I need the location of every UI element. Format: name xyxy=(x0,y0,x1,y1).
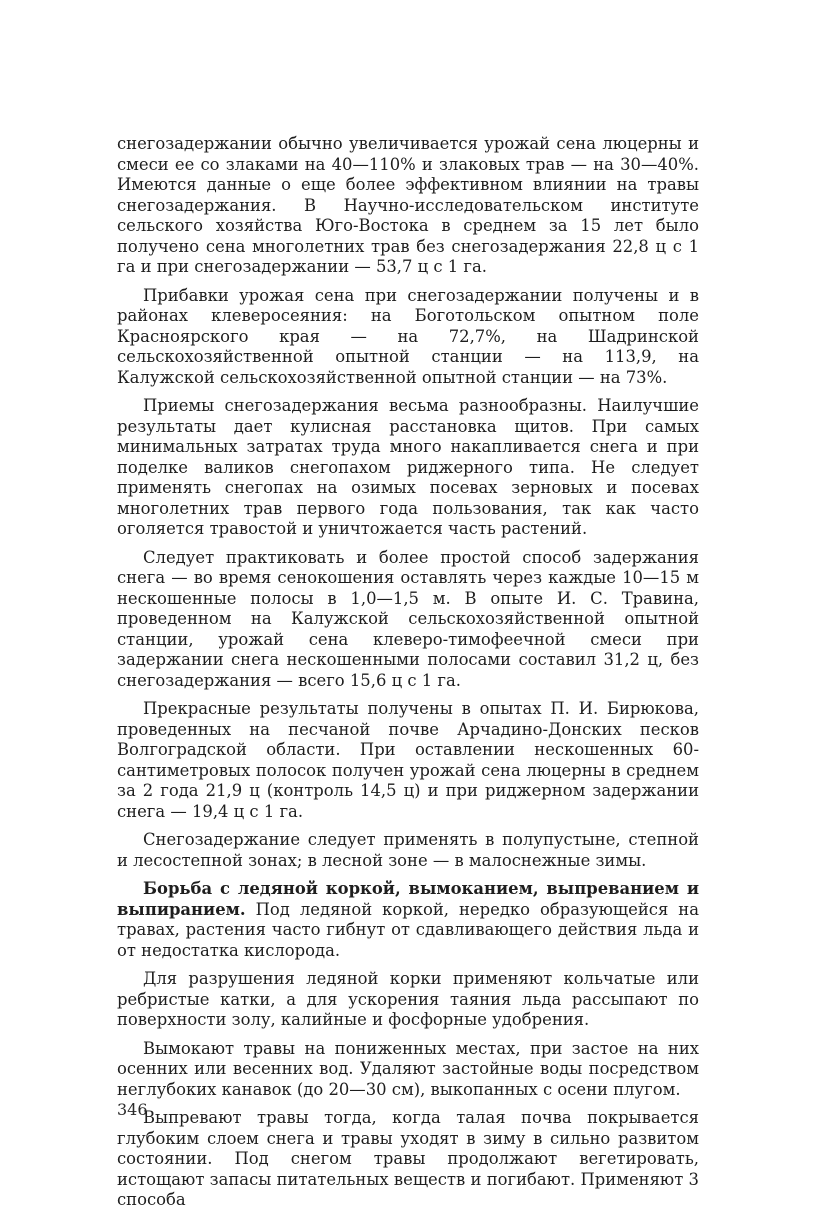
paragraph-5: Прекрасные результаты получены в опытах П. И. Бирюкова, проведенных на песчаной почве Арчадино-Донских песков Волгоградской области. При оставлении нескошенных 60-сантиметровых полосок получен урожай сена люцерны в среднем за 2 года 21,9 ц (контроль 14,5 ц) и при риджерном задержании снега — 19,4 ц с 1 га. xyxy=(117,699,699,821)
paragraph-3: Приемы снегозадержания весьма разнообразны. Наилучшие результаты дает кулисная расстановка щитов. При самых минимальных затратах труда много накапливается снега и при поделке валиков снегопахом риджерного типа. Не следует применять снегопах на озимых посевах зерновых и посевах многолетних трав первого года пользования, так как часто оголяется травостой и уничтожается часть растений. xyxy=(117,396,699,538)
paragraph-7-text: Под ледяной коркой, нередко образующейся на травах, растения часто гибнут от сдавливающего действия льда и от недостатка кислорода. xyxy=(117,899,699,960)
paragraph-8: Для разрушения ледяной корки применяют кольчатые или ребристые катки, а для ускорения таяния льда рассыпают по поверхности золу, калийные и фосфорные удобрения. xyxy=(117,969,699,1029)
paragraph-1: снегозадержании обычно увеличивается урожай сена люцерны и смеси ее со злаками на 40—110% и злаковых трав — на 30—40%. Имеются данные о еще более эффективном влиянии на травы снегозадержания. В Научно-исследовательском институте сельского хозяйства Юго-Востока в среднем за 15 лет было получено сена многолетних трав без снегозадержания 22,8 ц с 1 га и при снегозадержании — 53,7 ц с 1 га. xyxy=(117,134,699,276)
section-lead-heading: Борьба с ледяной коркой, вымоканием, выпреванием и выпиранием. xyxy=(117,879,699,919)
paragraph-9: Вымокают травы на пониженных местах, при застое на них осенних или весенних вод. Удаляют застойные воды посредством неглубоких канавок (до 20—30 см), выкопанных с осени плугом. xyxy=(117,1038,699,1099)
paragraph-10: Выпревают травы тогда, когда талая почва покрывается глубоким слоем снега и травы уходят в зиму в сильно развитом состоянии. Под снегом травы продолжают вегетировать, истощают запасы питательных веществ и погибают. Применяют 3 способа xyxy=(117,1108,699,1209)
paragraph-4: Следует практиковать и более простой способ задержания снега — во время сенокошения оставлять через каждые 10—15 м нескошенные полосы в 1,0—1,5 м. В опыте И. С. Травина, проведенном на Калужской сельскохозяйственной опытной станции, урожай сена клеверо-тимофеечной смеси при задержании снега нескошенными полосами составил 31,2 ц, без снегозадержания — всего 15,6 ц с 1 га. xyxy=(117,547,699,690)
paragraph-7 xyxy=(117,879,699,961)
paragraph-2: Прибавки урожая сена при снегозадержании получены и в районах клеверосеяния: на Боготольском опытном поле Красноярского края — на 72,7%, на Шадринской сельскохозяйственной опытной станции — на 113,9, на Калужской сельскохозяйственной опытной станции — на 73%. xyxy=(117,285,699,387)
page-body xyxy=(117,134,699,1219)
paragraph-6: Снегозадержание следует применять в полупустыне, степной и лесостепной зонах; в лесной зоне — в малоснежные зимы. xyxy=(117,830,699,870)
page-number: 346 xyxy=(117,1100,148,1119)
